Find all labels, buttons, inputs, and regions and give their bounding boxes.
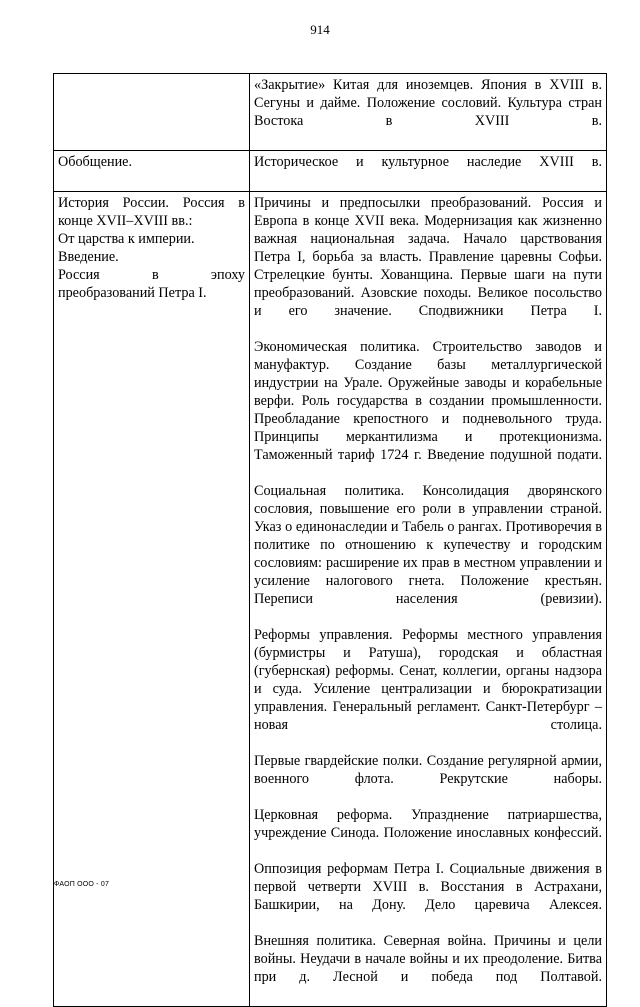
- page-number: 914: [310, 22, 330, 37]
- content-paragraph: Историческое и культурное наследие XVIII в.: [254, 154, 602, 170]
- topic-line: преобразований Петра I.: [58, 285, 207, 301]
- topic-cell: [54, 151, 250, 192]
- topic-line: От царства к империи.: [58, 231, 195, 247]
- content-paragraph: Причины и предпосылки преобразований. Россия и Европа в конце XVII века. Модернизация как жизненно важная национальная задача. Начало царствования Петра I, борьба за власть. Правление царевны Софьи. Стрелецкие бунты. Хованщина. Первые шаги на пути преобразований. Азовские походы. Великое посольство и его значение. Сподвижники Петра I.: [254, 195, 602, 319]
- content-cell: [250, 74, 607, 151]
- topic-line: Россия в эпоху: [58, 267, 245, 283]
- content-paragraph: «Закрытие» Китая для иноземцев. Япония в XVIII в. Сегуны и дайме. Положение сословий. Культура стран Востока в XVIII в.: [254, 77, 602, 129]
- content-cell: [250, 151, 607, 192]
- content-paragraph: Социальная политика. Консолидация дворянского сословия, повышение его роли в управлении страной. Указ о единонаследии и Табель о рангах. Противоречия в политике по отношению к купечеству и городским сословиям: расширение их прав в местном управлении и усиление налогового гнета. Положение крестьян. Переписи населения (ревизии).: [254, 483, 602, 607]
- content-paragraph: Оппозиция реформам Петра I. Социальные движения в первой четверти XVIII в. Восстания в Астрахани, Башкирии, на Дону. Дело царевича Алексея.: [254, 861, 602, 913]
- topic-line: Введение.: [58, 249, 119, 265]
- table-row: [54, 192, 607, 1007]
- footer-code: ФАОП ООО - 07: [54, 881, 110, 888]
- topic-line: Обобщение.: [58, 154, 133, 170]
- topic-line: История России. Россия в конце XVII–XVIII вв.:: [58, 195, 245, 229]
- content-paragraph: Экономическая политика. Строительство заводов и мануфактур. Создание базы металлургической индустрии на Урале. Оружейные заводы и корабельные верфи. Роль государства в создании промышленности. Преобладание крепостного и подневольного труда. Принципы меркантилизма и протекционизма. Таможенный тариф 1724 г. Введение подушной подати.: [254, 339, 602, 463]
- content-paragraph: Первые гвардейские полки. Создание регулярной армии, военного флота. Рекрутские наборы.: [254, 753, 602, 787]
- curriculum-table: [53, 73, 607, 1007]
- table-row: [54, 74, 607, 151]
- table-row: [54, 151, 607, 192]
- content-paragraph: Внешняя политика. Северная война. Причины и цели войны. Неудачи в начале войны и их преодоление. Битва при д. Лесной и победа под Полтавой.: [254, 933, 602, 985]
- content-paragraph: Реформы управления. Реформы местного управления (бурмистры и Ратуша), городская и областная (губернская) реформы. Сенат, коллегии, органы надзора и суда. Усиление централизации и бюрократизации управления. Генеральный регламент. Санкт-Петербург – новая столица.: [254, 627, 602, 733]
- content-cell: [250, 192, 607, 1007]
- topic-cell: [54, 74, 250, 151]
- content-paragraph: Церковная реформа. Упразднение патриаршества, учреждение Синода. Положение инославных конфессий.: [254, 807, 602, 841]
